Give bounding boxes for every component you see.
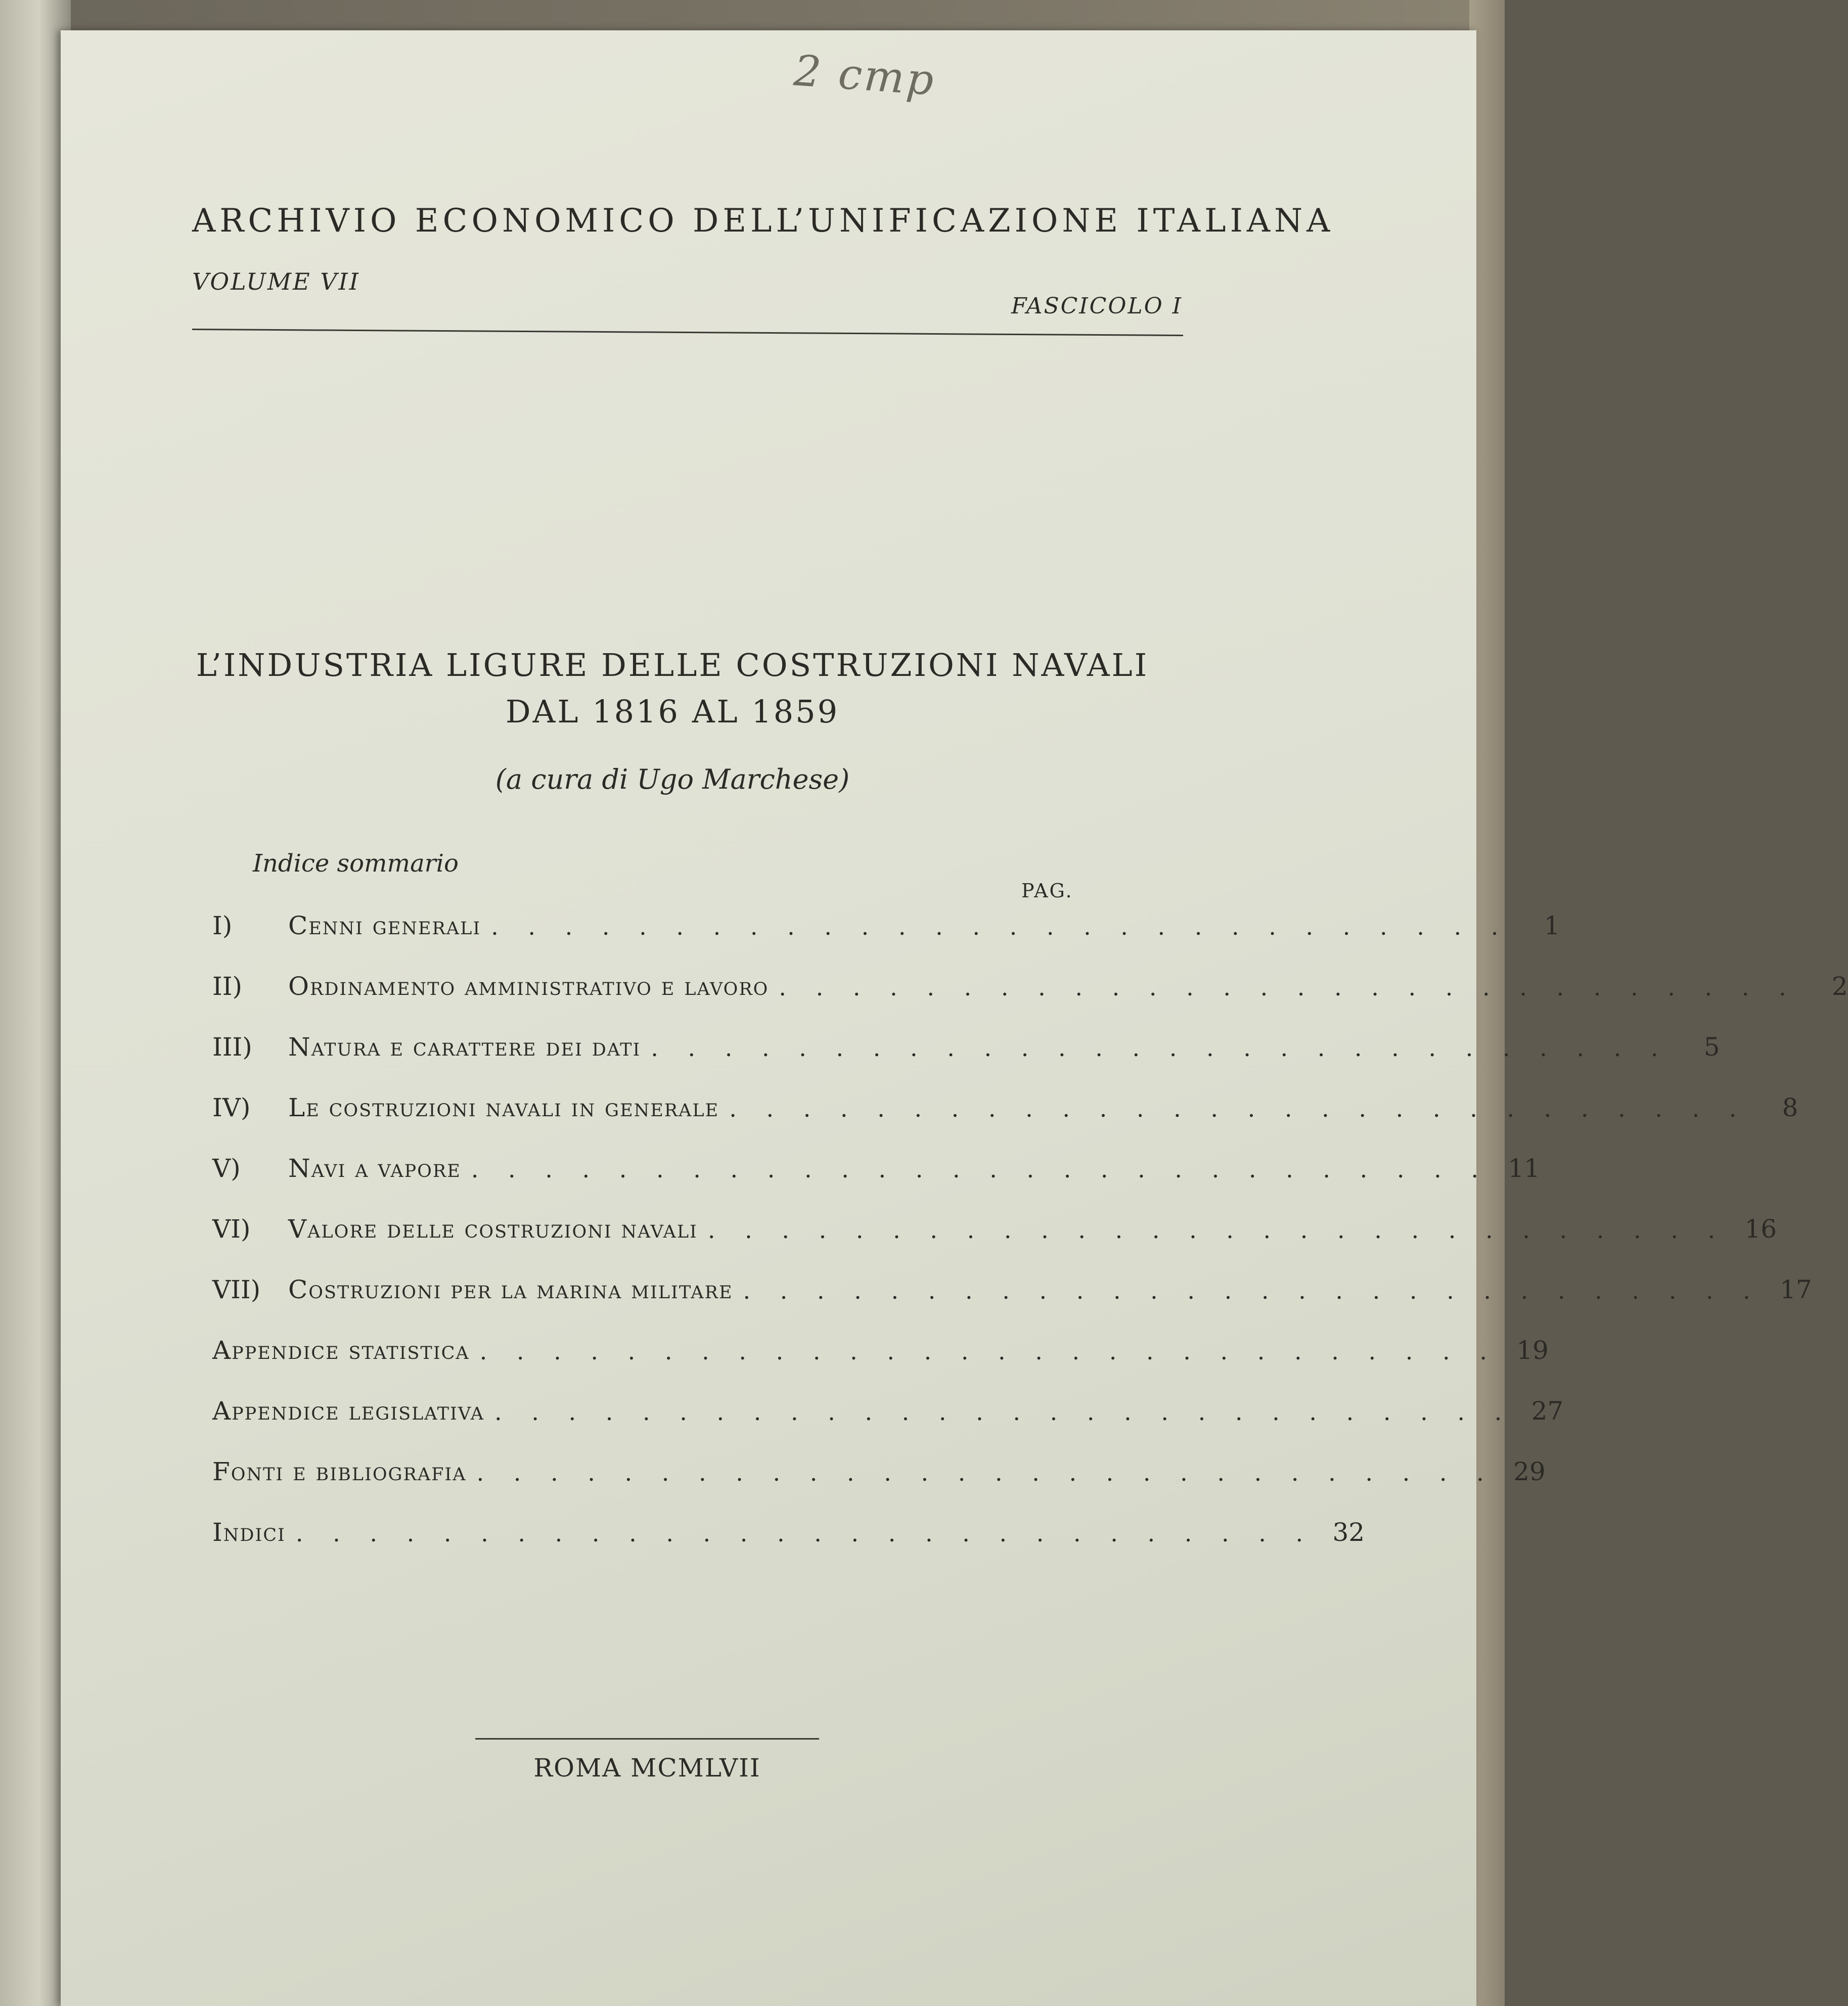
- toc-entry: [212, 1385, 1564, 1426]
- toc-entry: [212, 1264, 1812, 1304]
- document-page: [61, 30, 1848, 2006]
- toc-entry-title: Appendice statistica: [212, 1336, 470, 1365]
- toc-entry-title: Navi a vapore: [288, 1154, 461, 1183]
- toc-entry: [212, 1021, 1720, 1062]
- title-line-1: L’INDUSTRIA LIGURE DELLE COSTRUZIONI NAVALI: [196, 647, 1149, 683]
- header-rule: [192, 329, 1183, 336]
- toc-entry-title: Le costruzioni navali in generale: [288, 1093, 719, 1122]
- title-line-2: DAL 1816 AL 1859: [505, 693, 840, 730]
- toc-entry-title: Fonti e bibliografia: [212, 1457, 467, 1486]
- toc-entry-title: Cenni generali: [288, 911, 481, 940]
- book-page-edge: [0, 0, 71, 2006]
- toc-entry-title: Indici: [212, 1518, 286, 1547]
- toc-leader-dots: . . . . . . . . . . . . . . . . . . . . . . . . . . . .: [295, 1520, 1315, 1547]
- page-column-header: PAG.: [1021, 880, 1073, 902]
- toc-entry-page: 8: [1782, 1093, 1798, 1122]
- toc-entry-number: III): [212, 1032, 252, 1062]
- index-label: Indice sommario: [253, 849, 459, 878]
- toc-entry-number: I): [212, 911, 233, 940]
- toc-entry: [212, 1082, 1798, 1122]
- toc-leader-dots: . . . . . . . . . . . . . . . . . . . . . . . . . . . .: [729, 1095, 1748, 1122]
- toc-entry-page: 32: [1332, 1518, 1365, 1547]
- toc-leader-dots: . . . . . . . . . . . . . . . . . . . . . . . . . . . .: [471, 1156, 1490, 1183]
- toc-entry-page: 17: [1780, 1275, 1812, 1304]
- toc-entry-page: 16: [1744, 1214, 1777, 1244]
- toc-entry-number: V): [212, 1154, 241, 1183]
- toc-entry: [212, 900, 1560, 940]
- toc-leader-dots: . . . . . . . . . . . . . . . . . . . . . . . . . . . .: [743, 1277, 1762, 1304]
- series-title: ARCHIVIO ECONOMICO DELL’UNIFICAZIONE ITALIANA: [192, 202, 1334, 240]
- volume-label: VOLUME VII: [192, 268, 360, 295]
- toc-entry-page: 2: [1831, 972, 1848, 1001]
- toc-entry-number: VI): [212, 1214, 251, 1244]
- toc-leader-dots: . . . . . . . . . . . . . . . . . . . . . . . . . . . .: [479, 1338, 1498, 1365]
- toc-entry-number: IV): [212, 1093, 251, 1122]
- toc-entry-page: 5: [1703, 1032, 1720, 1062]
- toc-entry: [212, 1446, 1546, 1486]
- toc-leader-dots: . . . . . . . . . . . . . . . . . . . . . . . . . . . .: [491, 913, 1510, 940]
- imprint: ROMA MCMLVII: [533, 1753, 761, 1783]
- toc-entry-title: Ordinamento amministrativo e lavoro: [288, 972, 769, 1001]
- toc-entry-title: Appendice legislativa: [212, 1396, 484, 1426]
- fascicolo-label: FASCICOLO I: [1011, 293, 1183, 319]
- toc-leader-dots: . . . . . . . . . . . . . . . . . . . . . . . . . . . .: [779, 974, 1797, 1001]
- handwritten-note: 2 сmр: [792, 45, 937, 105]
- toc-entry-page: 29: [1513, 1457, 1546, 1486]
- toc-entry: [212, 1203, 1777, 1244]
- toc-entry-title: Natura e carattere dei dati: [288, 1032, 641, 1062]
- toc-entry-number: II): [212, 972, 243, 1001]
- editor-credit: (a cura di Ugo Marchese): [495, 763, 850, 795]
- toc-entry: [212, 1143, 1540, 1183]
- toc-entry-number: VII): [212, 1275, 261, 1304]
- toc-entry-page: 27: [1531, 1396, 1564, 1426]
- toc-entry: [212, 1507, 1365, 1547]
- toc-leader-dots: . . . . . . . . . . . . . . . . . . . . . . . . . . . .: [707, 1216, 1727, 1244]
- toc-entry: [212, 961, 1848, 1001]
- document-title: [192, 642, 1153, 735]
- toc-entry-page: 1: [1544, 911, 1560, 940]
- toc-entry-page: 11: [1508, 1154, 1540, 1183]
- toc-leader-dots: . . . . . . . . . . . . . . . . . . . . . . . . . . . .: [494, 1398, 1513, 1426]
- toc-entry-title: Costruzioni per la marina militare: [288, 1275, 733, 1304]
- toc-leader-dots: . . . . . . . . . . . . . . . . . . . . . . . . . . . .: [476, 1459, 1495, 1486]
- imprint-rule: [475, 1738, 819, 1740]
- toc-entry-page: 19: [1516, 1336, 1549, 1365]
- toc-entry: [212, 1325, 1549, 1365]
- toc-leader-dots: . . . . . . . . . . . . . . . . . . . . . . . . . . . .: [651, 1034, 1670, 1062]
- toc-entry-title: Valore delle costruzioni navali: [288, 1214, 698, 1244]
